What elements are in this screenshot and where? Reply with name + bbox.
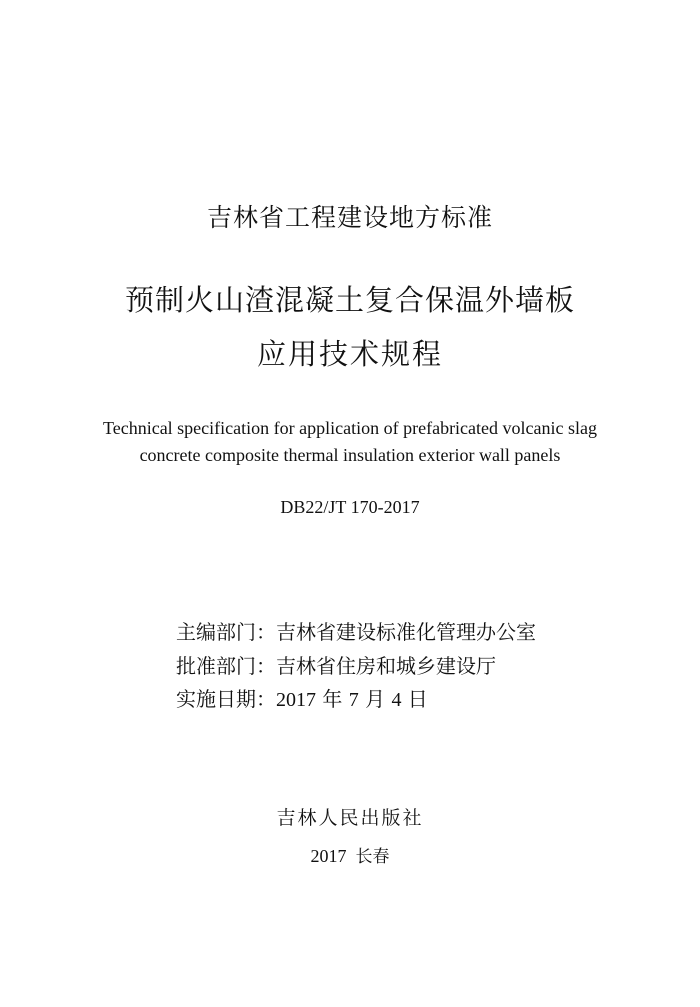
editor-value: 吉林省建设标准化管理办公室 — [276, 620, 536, 644]
publication-year: 2017 — [310, 846, 347, 866]
date-day: 4 — [391, 689, 402, 711]
approver-value: 吉林省住房和城乡建设厅 — [276, 654, 496, 678]
publication-info — [0, 842, 700, 867]
date-day-unit: 日 — [401, 687, 428, 711]
editor-label: 主编部门： — [176, 620, 276, 644]
english-title-line2: concrete composite thermal insulation exterior wall panels — [139, 445, 561, 465]
date-month: 7 — [348, 689, 359, 711]
english-title-line1: Technical specification for application of prefabricated volcanic slag — [102, 418, 597, 438]
approver-label: 批准部门： — [176, 654, 276, 678]
standard-series: 吉林省工程建设地方标准 — [206, 203, 493, 232]
implementation-date — [176, 683, 428, 712]
date-month-unit: 月 — [358, 687, 392, 711]
document-title-line2: 应用技术规程 — [256, 337, 443, 371]
date-year: 2017 — [276, 689, 316, 711]
document-title-line1: 预制火山渣混凝土复合保温外墙板 — [124, 283, 575, 317]
publisher-name: 吉林人民出版社 — [276, 807, 424, 829]
editor-department — [176, 616, 536, 645]
publication-city: 长春 — [355, 847, 390, 867]
date-year-unit: 年 — [316, 687, 349, 711]
standard-code: DB22/JT 170-2017 — [280, 497, 420, 517]
approver-department — [176, 650, 496, 679]
date-label: 实施日期： — [176, 687, 276, 711]
